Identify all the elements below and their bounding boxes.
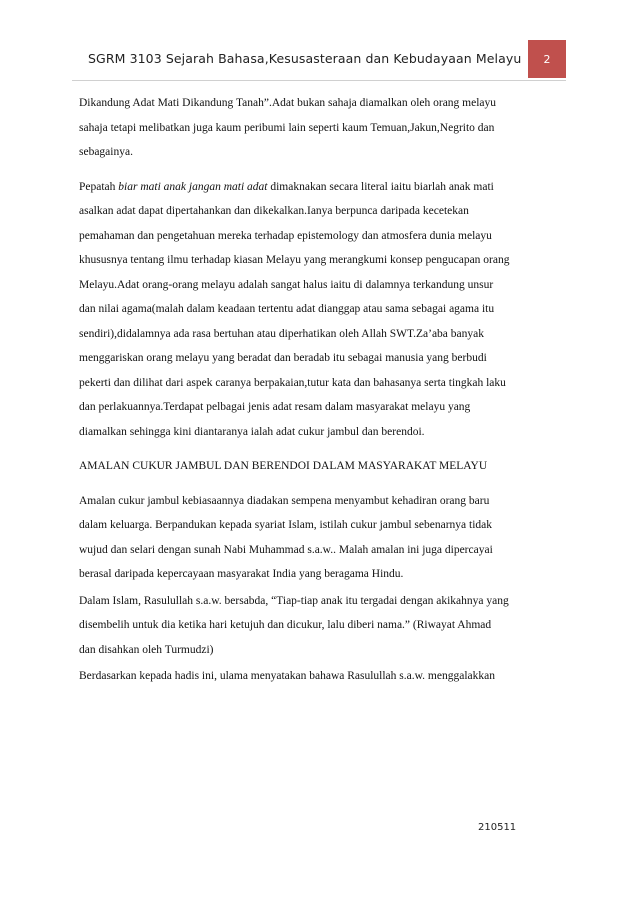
page-header [0, 0, 638, 80]
text-line: disembelih untuk dia ketika hari ketujuh dan dicukur, lalu diberi nama.” (Riwayat Ahmad [79, 619, 492, 631]
text-line: dalam keluarga. Berpandukan kepada syariat Islam, istilah cukur jambul sebenarnya tidak [79, 519, 493, 531]
footer-code: 210511 [478, 822, 517, 833]
text-line: dan nilai agama(malah dalam keadaan tertentu adat dianggap atau sama sebagai agama itu [79, 303, 495, 315]
text-line: menggariskan orang melayu yang beradat dan beradab itu sebagai manusia yang berbudi [79, 352, 487, 364]
proverb-italic: biar mati anak jangan mati adat [118, 180, 268, 193]
text-line: dan perlakuannya.Terdapat pelbagai jenis adat resam dalam masyarakat melayu yang [79, 401, 471, 413]
text-line: berasal daripada kepercayaan masyarakat India yang beragama Hindu. [79, 568, 404, 580]
text-line: Berdasarkan kepada hadis ini, ulama menyatakan bahawa Rasulullah s.a.w. menggalakkan [79, 670, 495, 682]
paragraph-4 [79, 589, 565, 663]
page-number-badge: 2 [528, 40, 566, 78]
paragraph-5 [79, 664, 565, 689]
text-line: wujud dan selari dengan sunah Nabi Muhammad s.a.w.. Malah amalan ini juga dipercayai [79, 543, 493, 556]
text-line: Melayu.Adat orang-orang melayu adalah sangat halus iaitu di dalamnya terkandung unsur [79, 278, 494, 291]
text-line: sendiri),didalamnya ada rasa bertuhan atau diperhatikan oleh Allah SWT.Za’aba banyak [79, 327, 484, 340]
text-line: pemahaman dan pengetahuan mereka terhadap epistemology dan atmosfera dunia melayu [79, 229, 492, 242]
text-line: dan disahkan oleh Turmudzi) [79, 643, 214, 656]
text-line: Amalan cukur jambul kebiasaannya diadakan sempena menyambut kehadiran orang baru [79, 494, 490, 507]
text-line: pekerti dan dilihat dari aspek caranya berpakaian,tutur kata dan bahasanya serta tingkah laku [79, 376, 506, 389]
paragraph-1 [79, 91, 565, 165]
paragraph-3 [79, 489, 565, 587]
document-body [79, 91, 565, 689]
text-line: asalkan adat dapat dipertahankan dan dikekalkan.Ianya berpunca daripada kecetekan [79, 205, 469, 217]
text-line: diamalkan sehingga kini diantaranya ialah adat cukur jambul dan berendoi. [79, 425, 425, 438]
text-span: Pepatah [79, 180, 119, 193]
header-title: SGRM 3103 Sejarah Bahasa,Kesusasteraan dan Kebudayaan Melayu [88, 51, 522, 66]
text-span: dimaknakan secara literal iaitu biarlah anak mati [267, 180, 494, 193]
text-line [79, 175, 565, 200]
text-line: Dikandung Adat Mati Dikandung Tanah”.Adat bukan sahaja diamalkan oleh orang melayu [79, 97, 497, 109]
paragraph-2 [79, 175, 565, 445]
header-divider [72, 80, 566, 81]
text-line: sebagainya. [79, 146, 133, 158]
text-line: Dalam Islam, Rasulullah s.a.w. bersabda, “Tiap-tiap anak itu tergadai dengan akikahnya yang [79, 594, 509, 607]
text-line: sahaja tetapi melibatkan juga kaum peribumi lain seperti kaum Temuan,Jakun,Negrito dan [79, 121, 495, 134]
section-heading: AMALAN CUKUR JAMBUL DAN BERENDOI DALAM MASYARAKAT MELAYU [79, 460, 488, 472]
text-line: khususnya tentang ilmu terhadap kiasan Melayu yang merangkumi konsep pengucapan orang [79, 254, 510, 266]
